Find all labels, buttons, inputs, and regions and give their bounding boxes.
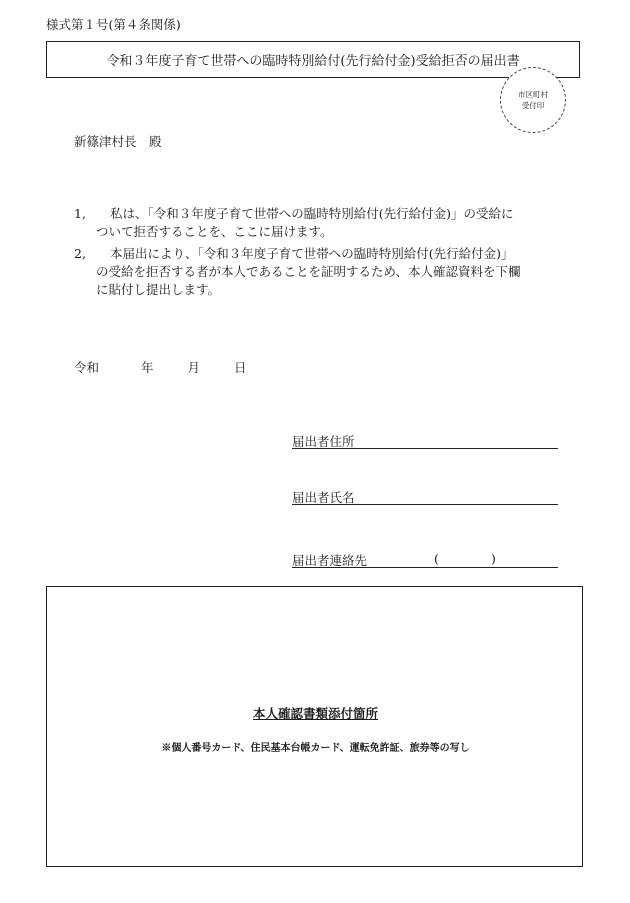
contact-paren-close: ) xyxy=(491,551,496,566)
date-era: 令和 xyxy=(74,360,100,375)
date-year-label: 年 xyxy=(140,360,154,375)
item-1 xyxy=(0,205,630,245)
date-day-label: 日 xyxy=(233,360,247,375)
item-1-line-2: ついて拒否することを、ここに届けます。 xyxy=(96,224,333,239)
id-box-title xyxy=(47,704,584,722)
addressee: 新篠津村長 殿 xyxy=(74,134,162,149)
id-document-attachment-box xyxy=(46,586,583,867)
item-2-number: 2, xyxy=(74,246,86,261)
applicant-address-label: 届出者住所 xyxy=(292,434,355,449)
document-title: 令和３年度子育て世帯への臨時特別給付(先行給付金)受給拒否の届出書 xyxy=(106,54,520,69)
item-2-line-1: 本届出により、「令和３年度子育て世帯への臨時特別給付(先行給付金)」 xyxy=(110,246,514,261)
applicant-name-field[interactable] xyxy=(292,488,558,505)
item-2-line-3: に貼付し提出します。 xyxy=(96,282,221,297)
item-2 xyxy=(0,245,630,305)
form-number: 様式第１号(第４条関係) xyxy=(46,17,181,32)
applicant-contact-label: 届出者連絡先 xyxy=(292,553,368,568)
date-line xyxy=(74,358,246,376)
stamp-line1: 市区町村 xyxy=(518,90,548,99)
id-box-title-text: 本人確認書類添付箇所 xyxy=(252,706,378,721)
document-title-box xyxy=(46,41,580,78)
item-1-line-1: 私は、「令和３年度子育て世帯への臨時特別給付(先行給付金)」の受給に xyxy=(110,206,514,221)
item-2-line-2: の受給を拒否する者が本人であることを証明するため、本人確認資料を下欄 xyxy=(96,264,521,279)
applicant-contact-field[interactable] xyxy=(292,551,558,568)
stamp-line2: 受付印 xyxy=(521,101,545,110)
applicant-name-label: 届出者氏名 xyxy=(292,490,355,505)
reception-stamp-circle xyxy=(500,67,566,133)
item-1-number: 1, xyxy=(74,206,86,221)
id-box-note: ※個人番号カード、住民基本台帳カード、運転免許証、旅券等の写し xyxy=(161,743,470,754)
date-month-label: 月 xyxy=(187,360,200,375)
applicant-address-field[interactable] xyxy=(292,432,558,449)
contact-paren-open: ( xyxy=(434,551,439,566)
